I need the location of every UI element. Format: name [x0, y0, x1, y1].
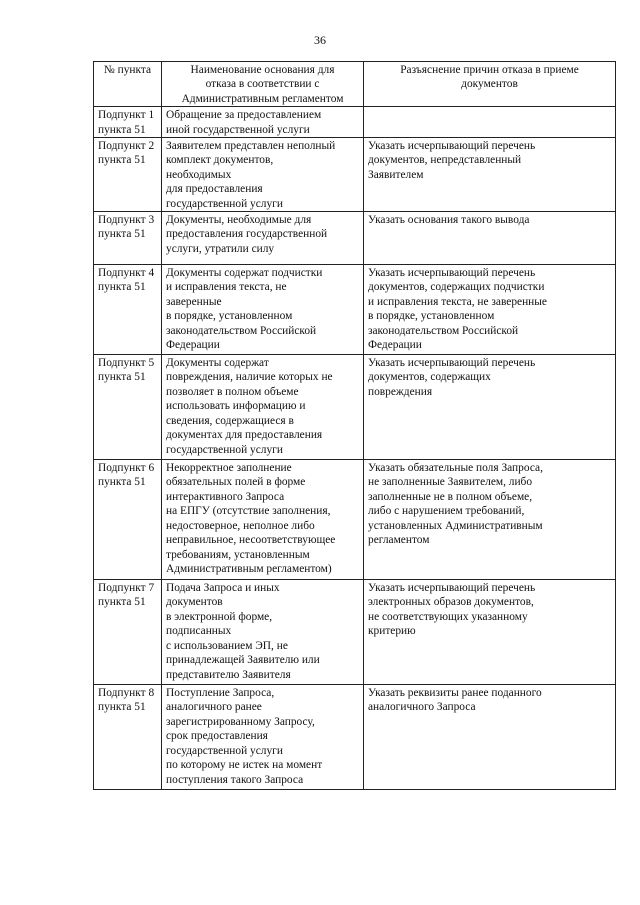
header-reason-line: Наименование основания для [190, 64, 335, 76]
explanation-cell-line: документов, содержащих [368, 371, 491, 384]
explanation-cell-line: Указать исчерпывающий перечень [368, 582, 536, 595]
table-row [94, 580, 616, 685]
reason-cell-line: интерактивного Запроса [166, 490, 285, 503]
reason-cell-line: законодательством Российской [166, 324, 317, 337]
explanation-cell-line: Указать исчерпывающий перечень [368, 140, 536, 153]
reason-cell-line: в порядке, установленном [166, 310, 293, 323]
item-number-cell-line: пункта 51 [98, 596, 146, 609]
refusal-grounds-table [93, 61, 616, 790]
explanation-cell [364, 212, 616, 265]
header-reason-line: отказа в соответствии с [205, 78, 320, 91]
item-number-cell [94, 355, 162, 460]
item-number-cell-line: пункта 51 [98, 228, 146, 241]
reason-cell-line: требованиям, установленным [166, 548, 310, 561]
explanation-cell-line: Указать исчерпывающий перечень [368, 267, 536, 280]
header-explanation-line: документов [461, 78, 518, 91]
item-number-cell [94, 212, 162, 265]
item-number-cell-line: Подпункт 4 [98, 267, 155, 280]
reason-cell-line: по которому не истек на момент [166, 759, 323, 772]
table-body [94, 107, 616, 790]
reason-cell-line: Обращение за предоставлением [166, 109, 322, 122]
explanation-cell-line: аналогичного Запроса [368, 701, 476, 714]
table-row [94, 460, 616, 580]
item-number-cell-line: пункта 51 [98, 371, 146, 384]
table-row [94, 138, 616, 212]
explanation-cell-line: не соответствующих указанному [368, 610, 528, 623]
item-number-cell-line: пункта 51 [98, 154, 146, 167]
reason-cell [162, 138, 364, 212]
explanation-cell [364, 460, 616, 580]
explanation-cell-line: критерию [368, 625, 416, 638]
reason-cell-line: Документы, необходимые для [166, 214, 312, 227]
reason-cell-line: сведения, содержащиеся в [166, 414, 294, 427]
reason-cell [162, 580, 364, 685]
explanation-cell-line: Указать реквизиты ранее поданного [368, 687, 542, 700]
item-number-cell [94, 460, 162, 580]
reason-cell-line: для предоставления [166, 183, 263, 196]
reason-cell-line: Документы содержат [166, 357, 269, 370]
explanation-cell-line: Указать основания такого вывода [368, 214, 530, 227]
explanation-cell-line: электронных образов документов, [368, 596, 534, 609]
table-header-row [94, 62, 616, 107]
reason-cell-line: предоставления государственной [166, 228, 328, 241]
page-number: 36 [314, 33, 326, 47]
explanation-cell-line: Заявителем [368, 168, 424, 181]
item-number-cell-line: пункта 51 [98, 123, 146, 136]
header-reason-line: Административным регламентом [181, 92, 344, 105]
header-explanation-line: Разъяснение причин отказа в приеме [400, 64, 579, 76]
reason-cell [162, 460, 364, 580]
explanation-cell-line: Указать исчерпывающий перечень [368, 357, 536, 370]
reason-cell-line: с использованием ЭП, не [166, 639, 288, 652]
reason-cell-line: использовать информацию и [166, 400, 306, 413]
reason-cell [162, 685, 364, 790]
explanation-cell-line: Федерации [368, 339, 422, 352]
table-row [94, 355, 616, 460]
header-item-number [94, 62, 162, 107]
explanation-cell [364, 138, 616, 212]
item-number-cell [94, 107, 162, 138]
reason-cell-line: неправильное, несоответствующее [166, 534, 336, 547]
reason-cell-line: и исправления текста, не [166, 281, 287, 294]
header-item-number-line: № пункта [103, 64, 152, 76]
explanation-cell-line: повреждения [368, 385, 433, 398]
explanation-cell-line: в порядке, установленном [368, 310, 495, 323]
header-explanation [364, 62, 616, 107]
item-number-cell-line: Подпункт 5 [98, 357, 155, 370]
reason-cell-line: необходимых [166, 168, 232, 181]
table-row [94, 212, 616, 265]
reason-cell [162, 355, 364, 460]
reason-cell-line: документах для предоставления [166, 429, 323, 442]
explanation-cell-line: Указать обязательные поля Запроса, [368, 462, 543, 475]
reason-cell-line: иной государственной услуги [166, 123, 310, 136]
item-number-cell [94, 685, 162, 790]
item-number-cell-line: Подпункт 7 [98, 582, 155, 595]
reason-cell-line: государственной услуги [166, 443, 283, 456]
reason-cell-line: недостоверное, неполное либо [166, 519, 315, 532]
item-number-cell-line: пункта 51 [98, 476, 146, 489]
item-number-cell-line: Подпункт 1 [98, 109, 155, 122]
header-reason [162, 62, 364, 107]
reason-cell-line: документов [166, 596, 223, 609]
item-number-cell [94, 265, 162, 355]
table-row [94, 265, 616, 355]
reason-cell-line: заверенные [166, 295, 222, 308]
explanation-cell-line: не заполненные Заявителем, либо [368, 476, 533, 489]
reason-cell-line: представителю Заявителя [166, 668, 291, 681]
reason-cell [162, 107, 364, 138]
item-number-cell-line: пункта 51 [98, 701, 146, 714]
explanation-cell-line: и исправления текста, не заверенные [368, 295, 547, 308]
item-number-cell [94, 138, 162, 212]
item-number-cell-line: Подпункт 3 [98, 214, 155, 227]
reason-cell-line: комплект документов, [166, 154, 274, 167]
reason-cell-line: Административным регламентом) [166, 562, 332, 575]
explanation-cell [364, 265, 616, 355]
reason-cell-line: Федерации [166, 339, 220, 352]
reason-cell-line: Некорректное заполнение [166, 462, 292, 475]
explanation-cell-line: документов, непредставленный [368, 154, 522, 167]
reason-cell-line: обязательных полей в форме [166, 476, 306, 489]
explanation-cell-line: законодательством Российской [368, 324, 519, 337]
reason-cell-line: Подача Запроса и иных [166, 582, 280, 595]
reason-cell-line: подписанных [166, 625, 232, 638]
reason-cell-line: Документы содержат подчистки [166, 267, 323, 280]
reason-cell-line: повреждения, наличие которых не [166, 371, 333, 384]
reason-cell-line: Поступление Запроса, [166, 687, 275, 700]
reason-cell-line: Заявителем представлен неполный [166, 140, 336, 153]
explanation-cell [364, 107, 616, 138]
reason-cell-line: позволяет в полном объеме [166, 385, 299, 398]
explanation-cell [364, 355, 616, 460]
table-row [94, 107, 616, 138]
reason-cell-line: срок предоставления [166, 730, 268, 743]
reason-cell-line: зарегистрированному Запросу, [166, 715, 315, 728]
item-number-cell [94, 580, 162, 685]
reason-cell-line: государственной услуги [166, 197, 283, 210]
explanation-cell [364, 580, 616, 685]
reason-cell-line: аналогичного ранее [166, 701, 262, 714]
item-number-cell-line: Подпункт 6 [98, 462, 155, 475]
reason-cell-line: поступления такого Запроса [166, 773, 304, 786]
item-number-cell-line: Подпункт 8 [98, 687, 155, 700]
explanation-cell-line: установленных Административным [368, 519, 543, 532]
explanation-cell-line: регламентом [368, 534, 430, 547]
reason-cell-line: в электронной форме, [166, 610, 273, 623]
reason-cell-line: на ЕПГУ (отсутствие заполнения, [166, 505, 331, 518]
table-row [94, 685, 616, 790]
reason-cell-line: услуги, утратили силу [166, 242, 275, 255]
item-number-cell-line: пункта 51 [98, 281, 146, 294]
reason-cell [162, 212, 364, 265]
explanation-cell-line: либо с нарушением требований, [368, 505, 525, 518]
explanation-cell-line: заполненные не в полном объеме, [368, 490, 533, 503]
reason-cell-line: принадлежащей Заявителю или [166, 654, 320, 667]
explanation-cell-line: документов, содержащих подчистки [368, 281, 545, 294]
item-number-cell-line: Подпункт 2 [98, 140, 155, 153]
reason-cell [162, 265, 364, 355]
reason-cell-line: государственной услуги [166, 744, 283, 757]
explanation-cell [364, 685, 616, 790]
